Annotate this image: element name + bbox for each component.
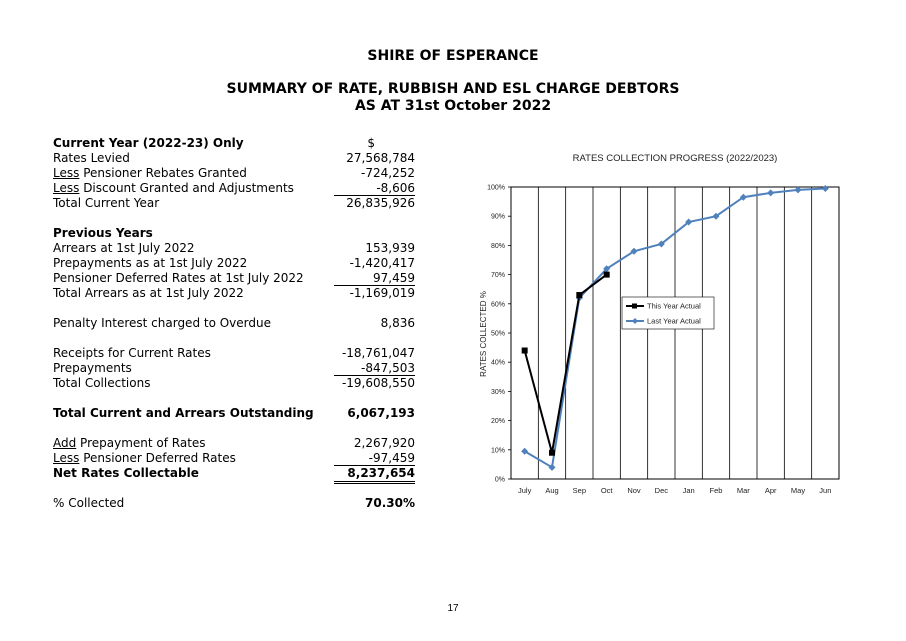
chart-title: RATES COLLECTION PROGRESS (2022/2023) [572, 153, 778, 164]
row-value: -1,420,417 [349, 256, 415, 270]
y-tick-label: 50% [490, 330, 505, 338]
current-year-heading: Current Year (2022-23) Only [53, 136, 244, 150]
report-date: AS AT 31st October 2022 [354, 98, 552, 114]
legend-marker [632, 304, 637, 309]
x-tick-label: July [517, 486, 532, 495]
y-tick-label: 90% [490, 213, 505, 221]
y-tick-label: 0% [494, 476, 505, 484]
row-value: 153,939 [365, 241, 415, 255]
currency-symbol: $ [367, 136, 375, 150]
prepayments-july-row [53, 256, 415, 271]
row-value: -847,503 [361, 361, 415, 375]
row-value: -18,761,047 [341, 346, 415, 360]
y-tick-label: 20% [490, 418, 505, 426]
row-prefix: Less [53, 451, 80, 465]
data-point [522, 348, 528, 354]
x-tick-label: Feb [709, 486, 723, 495]
row-label: Total Current and Arrears Outstanding [53, 406, 314, 420]
row-label: Discount Granted and Adjustments [79, 181, 294, 195]
y-tick-label: 70% [490, 272, 505, 280]
receipts-row [53, 346, 415, 361]
page-number: 17 [447, 603, 459, 614]
x-tick-label: May [790, 486, 806, 495]
row-value: 26,835,926 [346, 196, 415, 210]
x-axis-ticks [518, 486, 831, 495]
row-value: -19,608,550 [341, 376, 415, 390]
percent-collected-row [53, 496, 415, 511]
y-axis-ticks [487, 185, 511, 484]
row-label: Total Arrears as at 1st July 2022 [53, 286, 244, 300]
row-label: Receipts for Current Rates [53, 346, 211, 360]
row-value: -97,459 [368, 451, 415, 465]
total-current-year-row [53, 196, 415, 211]
y-tick-label: 100% [487, 184, 505, 192]
row-label: Prepayment of Rates [76, 436, 206, 450]
legend-label: This Year Actual [647, 301, 701, 311]
row-label: Prepayments as at 1st July 2022 [53, 256, 248, 270]
row-label: Total Current Year [53, 196, 160, 210]
row-prefix: Less [53, 166, 80, 180]
row-label: Pensioner Rebates Granted [79, 166, 247, 180]
row-value: 2,267,920 [353, 436, 415, 450]
chart-legend [622, 297, 714, 329]
gridlines [511, 187, 839, 479]
penalty-interest-row [53, 316, 415, 331]
row-value: 8,237,654 [347, 466, 415, 480]
current-year-heading-row [53, 136, 415, 151]
rates-collection-chart [470, 145, 850, 505]
row-value: -724,252 [361, 166, 415, 180]
total-arrears-row [53, 286, 415, 301]
net-rates-collectable-row [53, 466, 415, 481]
row-label: Penalty Interest charged to Overdue [53, 316, 271, 330]
row-label: Total Collections [53, 376, 151, 390]
pensioner-rebates-row [53, 166, 415, 181]
row-prefix: Less [53, 181, 80, 195]
row-value: -1,169,019 [349, 286, 415, 300]
row-value: 8,836 [380, 316, 415, 330]
row-label: Rates Levied [53, 151, 130, 165]
pensioner-deferred-row [53, 451, 415, 466]
arrears-row [53, 241, 415, 256]
double-rule-top [334, 481, 415, 482]
y-tick-label: 80% [490, 242, 505, 250]
row-value: 97,459 [373, 271, 415, 285]
x-tick-label: Aug [545, 486, 559, 495]
x-tick-label: Oct [600, 486, 613, 495]
data-point [576, 292, 582, 298]
total-outstanding-row [53, 406, 415, 421]
row-label: Pensioner Deferred Rates [79, 451, 236, 465]
row-value: 6,067,193 [347, 406, 415, 420]
pensioner-deferred-july-row [53, 271, 415, 286]
row-label: % Collected [53, 496, 125, 510]
x-tick-label: Dec [654, 486, 669, 495]
y-tick-label: 30% [490, 388, 505, 396]
report-title: SUMMARY OF RATE, RUBBISH AND ESL CHARGE DEBTORS [226, 81, 680, 97]
row-value: -8,606 [376, 181, 415, 195]
row-label: Prepayments [53, 361, 132, 375]
row-label: Arrears at 1st July 2022 [53, 241, 195, 255]
data-point [604, 272, 610, 278]
y-tick-label: 40% [490, 359, 505, 367]
prepayments-row [53, 361, 415, 376]
data-point [549, 450, 555, 456]
discount-row [53, 181, 415, 196]
total-collections-row [53, 376, 415, 391]
x-tick-label: Jun [819, 486, 832, 495]
row-value: 27,568,784 [346, 151, 415, 165]
row-label: Net Rates Collectable [53, 466, 199, 480]
y-tick-label: 60% [490, 301, 505, 309]
prepayment-of-rates-row [53, 436, 415, 451]
x-tick-label: Mar [736, 486, 750, 495]
org-name: SHIRE OF ESPERANCE [367, 48, 539, 64]
previous-years-heading: Previous Years [53, 226, 153, 240]
rates-levied-row [53, 151, 415, 166]
row-prefix: Add [53, 436, 77, 450]
row-label: Pensioner Deferred Rates at 1st July 2022 [53, 271, 304, 285]
previous-years-heading-row [53, 226, 415, 241]
double-rule-bottom [334, 483, 415, 484]
y-tick-label: 10% [490, 447, 505, 455]
row-value: 70.30% [365, 496, 415, 510]
x-tick-label: Jan [682, 486, 695, 495]
x-tick-label: Nov [627, 486, 641, 495]
legend-label: Last Year Actual [647, 316, 701, 326]
x-tick-label: Sep [572, 486, 587, 495]
x-tick-label: Apr [764, 486, 777, 495]
y-axis-label: RATES COLLECTED % [479, 291, 488, 377]
